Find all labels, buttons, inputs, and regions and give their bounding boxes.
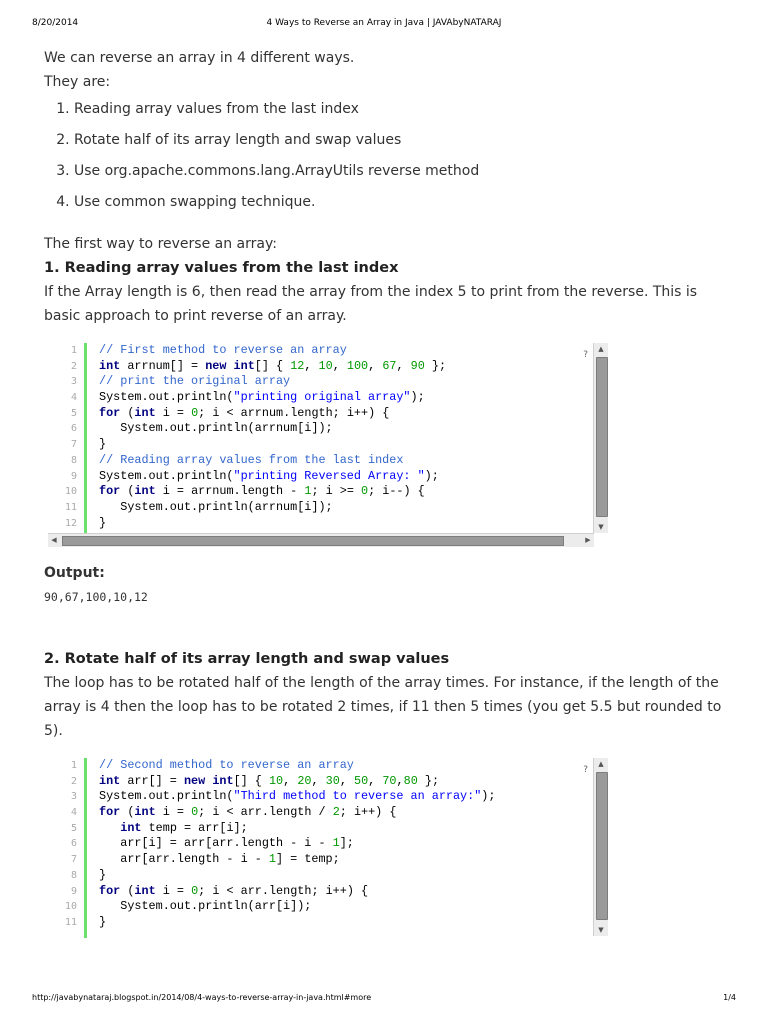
list-item: 2. Rotate half of its array length and swap values bbox=[74, 125, 724, 156]
line-number: 10 bbox=[64, 901, 77, 913]
line-number: 4 bbox=[70, 807, 77, 819]
code-token: System.out.println( bbox=[99, 789, 234, 804]
code-token: ]; bbox=[339, 836, 354, 851]
code-token: new bbox=[183, 773, 206, 788]
code-token: System.out.println(arrnum[i]); bbox=[99, 421, 333, 436]
line-number: 2 bbox=[70, 360, 77, 372]
code-line bbox=[99, 821, 588, 837]
line-number: 5 bbox=[70, 407, 77, 419]
code-block-2[interactable] bbox=[48, 757, 608, 938]
code-token: 0 bbox=[191, 883, 199, 898]
vertical-scrollbar[interactable] bbox=[593, 343, 608, 533]
code-line bbox=[99, 805, 588, 821]
code-token: , bbox=[368, 773, 383, 788]
code-token: temp = arr[i]; bbox=[141, 820, 248, 835]
list-item: 4. Use common swapping technique. bbox=[74, 187, 724, 218]
line-number: 8 bbox=[70, 454, 77, 466]
code-token: 0 bbox=[191, 805, 199, 820]
code-token: 2 bbox=[332, 805, 340, 820]
code-token: 1 bbox=[304, 484, 312, 499]
section-1-paragraph: If the Array length is 6, then read the array from the index 5 to print from the reverse. This is basic approach to print reverse of an array. bbox=[44, 284, 698, 324]
section-1-heading: 1. Reading array values from the last index bbox=[44, 260, 399, 276]
print-footer bbox=[32, 993, 736, 1007]
code-token: ] = temp; bbox=[276, 852, 340, 867]
code-line bbox=[99, 884, 588, 900]
code-token: 100 bbox=[346, 358, 369, 373]
code-token: 1 bbox=[332, 836, 340, 851]
code-token: ; i < arr.length; i++) { bbox=[198, 883, 369, 898]
vertical-scrollbar[interactable] bbox=[593, 758, 608, 936]
line-number: 3 bbox=[70, 791, 77, 803]
code-token bbox=[99, 821, 120, 835]
code-block-1[interactable] bbox=[48, 342, 608, 549]
scroll-up-icon[interactable]: ▲ bbox=[598, 760, 604, 768]
code-line bbox=[99, 516, 588, 532]
code-token: "printing Reversed Array: " bbox=[233, 468, 425, 483]
page-number: 1/4 bbox=[723, 993, 736, 1002]
gutter-rule bbox=[84, 758, 87, 938]
line-number: 11 bbox=[64, 916, 77, 928]
code-line bbox=[99, 421, 588, 437]
code-token: new bbox=[205, 358, 227, 373]
code-token: ( bbox=[120, 484, 135, 499]
code-token: , bbox=[396, 358, 411, 373]
code-token: } bbox=[99, 867, 107, 882]
code-token: ( bbox=[120, 805, 135, 820]
scroll-up-icon[interactable]: ▲ bbox=[598, 345, 604, 353]
code-token: // Reading array values from the last index bbox=[99, 452, 404, 467]
code-token: int bbox=[99, 358, 121, 373]
code-token: i = arrnum.length - bbox=[155, 484, 305, 499]
code-token: System.out.println(arrnum[i]); bbox=[99, 499, 333, 514]
code-token: int bbox=[99, 773, 121, 788]
line-number: 2 bbox=[70, 775, 77, 787]
code-token: for bbox=[99, 405, 121, 420]
code-token: // print the original array bbox=[99, 374, 291, 389]
help-icon[interactable]: ? bbox=[583, 765, 588, 775]
code-token: ; i < arrnum.length; i++) { bbox=[198, 405, 390, 420]
code-line bbox=[99, 758, 588, 774]
line-number: 9 bbox=[70, 885, 77, 897]
code-token: int bbox=[134, 805, 156, 820]
code-line bbox=[99, 390, 588, 406]
list-item: 1. Reading array values from the last index bbox=[74, 94, 724, 125]
code-line bbox=[99, 374, 588, 390]
code-token: System.out.println( bbox=[99, 468, 234, 483]
code-token: [] { bbox=[254, 358, 291, 373]
code-token: ); bbox=[481, 789, 496, 804]
code-token: , bbox=[332, 358, 347, 373]
line-number: 4 bbox=[70, 392, 77, 404]
line-number: 1 bbox=[70, 760, 77, 771]
code-token: } bbox=[99, 914, 107, 929]
section-2-heading: 2. Rotate half of its array length and swap values bbox=[44, 651, 450, 667]
code-line bbox=[99, 899, 588, 915]
code-token: ; i--) { bbox=[368, 484, 425, 499]
line-number: 12 bbox=[64, 517, 77, 529]
first-way-intro: The first way to reverse an array: bbox=[44, 236, 277, 252]
code-token: ); bbox=[424, 468, 439, 483]
code-line bbox=[99, 359, 588, 375]
code-token: , bbox=[396, 773, 404, 788]
horizontal-scrollbar[interactable] bbox=[48, 533, 594, 547]
code-token: } bbox=[99, 515, 107, 530]
section-2-paragraph: The loop has to be rotated half of the length of the array times. For instance, if the length of the array is 4 then the loop has to be rotated 2 times, if 11 then 5 times (you get 5.5 but rounded to 5). bbox=[44, 675, 722, 739]
code-line bbox=[99, 484, 588, 500]
code-token: 90 bbox=[410, 358, 425, 373]
code-line bbox=[99, 836, 588, 852]
code-line bbox=[99, 500, 588, 516]
ways-list bbox=[44, 94, 724, 218]
code-token: int bbox=[212, 773, 234, 788]
scroll-down-icon[interactable]: ▼ bbox=[598, 523, 604, 531]
code-token: i = bbox=[155, 405, 192, 420]
code-token: ; i < arr.length / bbox=[198, 805, 333, 820]
code-line bbox=[99, 453, 588, 469]
code-token: 12 bbox=[290, 358, 305, 373]
code-token: , bbox=[311, 773, 326, 788]
scroll-thumb[interactable] bbox=[62, 536, 564, 546]
code-token: int bbox=[233, 358, 255, 373]
code-token: int bbox=[134, 484, 156, 499]
code-token: 67 bbox=[382, 358, 397, 373]
line-number: 6 bbox=[70, 423, 77, 435]
output-label: Output: bbox=[44, 565, 105, 581]
code-token: int bbox=[134, 883, 156, 898]
scroll-right-icon[interactable]: ▶ bbox=[585, 536, 591, 544]
code-token: for bbox=[99, 883, 121, 898]
code-token: 0 bbox=[191, 405, 199, 420]
help-icon[interactable]: ? bbox=[583, 350, 588, 360]
code-token: // Second method to reverse an array bbox=[99, 758, 354, 772]
scroll-thumb[interactable] bbox=[596, 772, 608, 920]
code-line bbox=[99, 852, 588, 868]
code-token: for bbox=[99, 484, 121, 499]
line-number: 3 bbox=[70, 376, 77, 388]
code-token: , bbox=[304, 358, 319, 373]
line-number: 9 bbox=[70, 470, 77, 482]
line-number: 6 bbox=[70, 838, 77, 850]
code-token: ; i >= bbox=[311, 484, 361, 499]
code-line bbox=[99, 469, 588, 485]
scroll-down-icon[interactable]: ▼ bbox=[598, 926, 604, 934]
code-token: 30 bbox=[325, 773, 340, 788]
code-token: , bbox=[339, 773, 354, 788]
code-token: arr[i] = arr[arr.length - i - bbox=[99, 836, 333, 851]
line-number: 11 bbox=[64, 501, 77, 513]
article-body bbox=[44, 46, 724, 950]
code-token: arr[arr.length - i - bbox=[99, 852, 269, 867]
code-token: for bbox=[99, 805, 121, 820]
list-item: 3. Use org.apache.commons.lang.ArrayUtils reverse method bbox=[74, 156, 724, 187]
code-token: arrnum[] = bbox=[120, 358, 206, 373]
code-line bbox=[99, 915, 588, 931]
code-line bbox=[99, 406, 588, 422]
code-token bbox=[226, 359, 233, 373]
code-token: i = bbox=[155, 805, 192, 820]
line-numbers bbox=[48, 343, 80, 531]
code-token: , bbox=[368, 358, 383, 373]
code-line bbox=[99, 343, 588, 359]
code-token: 50 bbox=[354, 773, 369, 788]
output-value: 90,67,100,10,12 bbox=[44, 590, 148, 604]
code-token: 10 bbox=[268, 773, 284, 788]
code-token: }; bbox=[417, 773, 440, 788]
code-token: 1 bbox=[268, 852, 276, 867]
code-token: int bbox=[120, 820, 142, 835]
gutter-rule bbox=[84, 343, 87, 533]
code-token: 10 bbox=[318, 358, 333, 373]
code-token: arr[] = bbox=[120, 773, 184, 788]
print-date: 8/20/2014 bbox=[32, 18, 79, 28]
code-lines bbox=[99, 758, 588, 938]
code-token: 20 bbox=[297, 773, 312, 788]
code-token: 0 bbox=[361, 484, 369, 499]
print-url: http://javabynataraj.blogspot.in/2014/08/4-ways-to-reverse-array-in-java.html#more bbox=[32, 993, 372, 1002]
line-number: 10 bbox=[64, 486, 77, 498]
code-lines bbox=[99, 343, 588, 533]
code-token: 80 bbox=[403, 773, 418, 788]
code-token: // First method to reverse an array bbox=[99, 343, 347, 357]
code-token: i = bbox=[155, 883, 192, 898]
code-line bbox=[99, 437, 588, 453]
print-page-title: 4 Ways to Reverse an Array in Java | JAVAbyNATARAJ bbox=[266, 18, 502, 28]
scroll-thumb[interactable] bbox=[596, 357, 608, 517]
code-token: }; bbox=[424, 358, 447, 373]
code-token: [] { bbox=[233, 773, 269, 788]
code-token: System.out.println(arr[i]); bbox=[99, 899, 312, 914]
line-number: 8 bbox=[70, 869, 77, 881]
intro-line-2: They are: bbox=[44, 74, 111, 90]
code-token: ( bbox=[120, 405, 135, 420]
scroll-left-icon[interactable]: ◀ bbox=[51, 536, 57, 544]
code-line bbox=[99, 774, 588, 790]
code-token: "Third method to reverse an array:" bbox=[233, 789, 482, 804]
code-line bbox=[99, 868, 588, 884]
intro-line: We can reverse an array in 4 different ways. bbox=[44, 50, 355, 66]
code-token: ; i++) { bbox=[339, 805, 397, 820]
print-header bbox=[32, 18, 736, 32]
line-number: 7 bbox=[70, 439, 77, 451]
line-number: 1 bbox=[70, 345, 77, 356]
line-number: 5 bbox=[70, 822, 77, 834]
code-token: System.out.println( bbox=[99, 390, 234, 405]
code-token: , bbox=[283, 773, 298, 788]
code-token: ); bbox=[410, 390, 425, 405]
code-token: "printing original array" bbox=[233, 390, 411, 405]
code-token: int bbox=[134, 405, 156, 420]
code-line bbox=[99, 789, 588, 805]
code-token: ( bbox=[120, 883, 135, 898]
line-numbers bbox=[48, 758, 80, 931]
line-number: 7 bbox=[70, 854, 77, 866]
code-token: } bbox=[99, 437, 107, 452]
code-token: 70 bbox=[382, 773, 397, 788]
